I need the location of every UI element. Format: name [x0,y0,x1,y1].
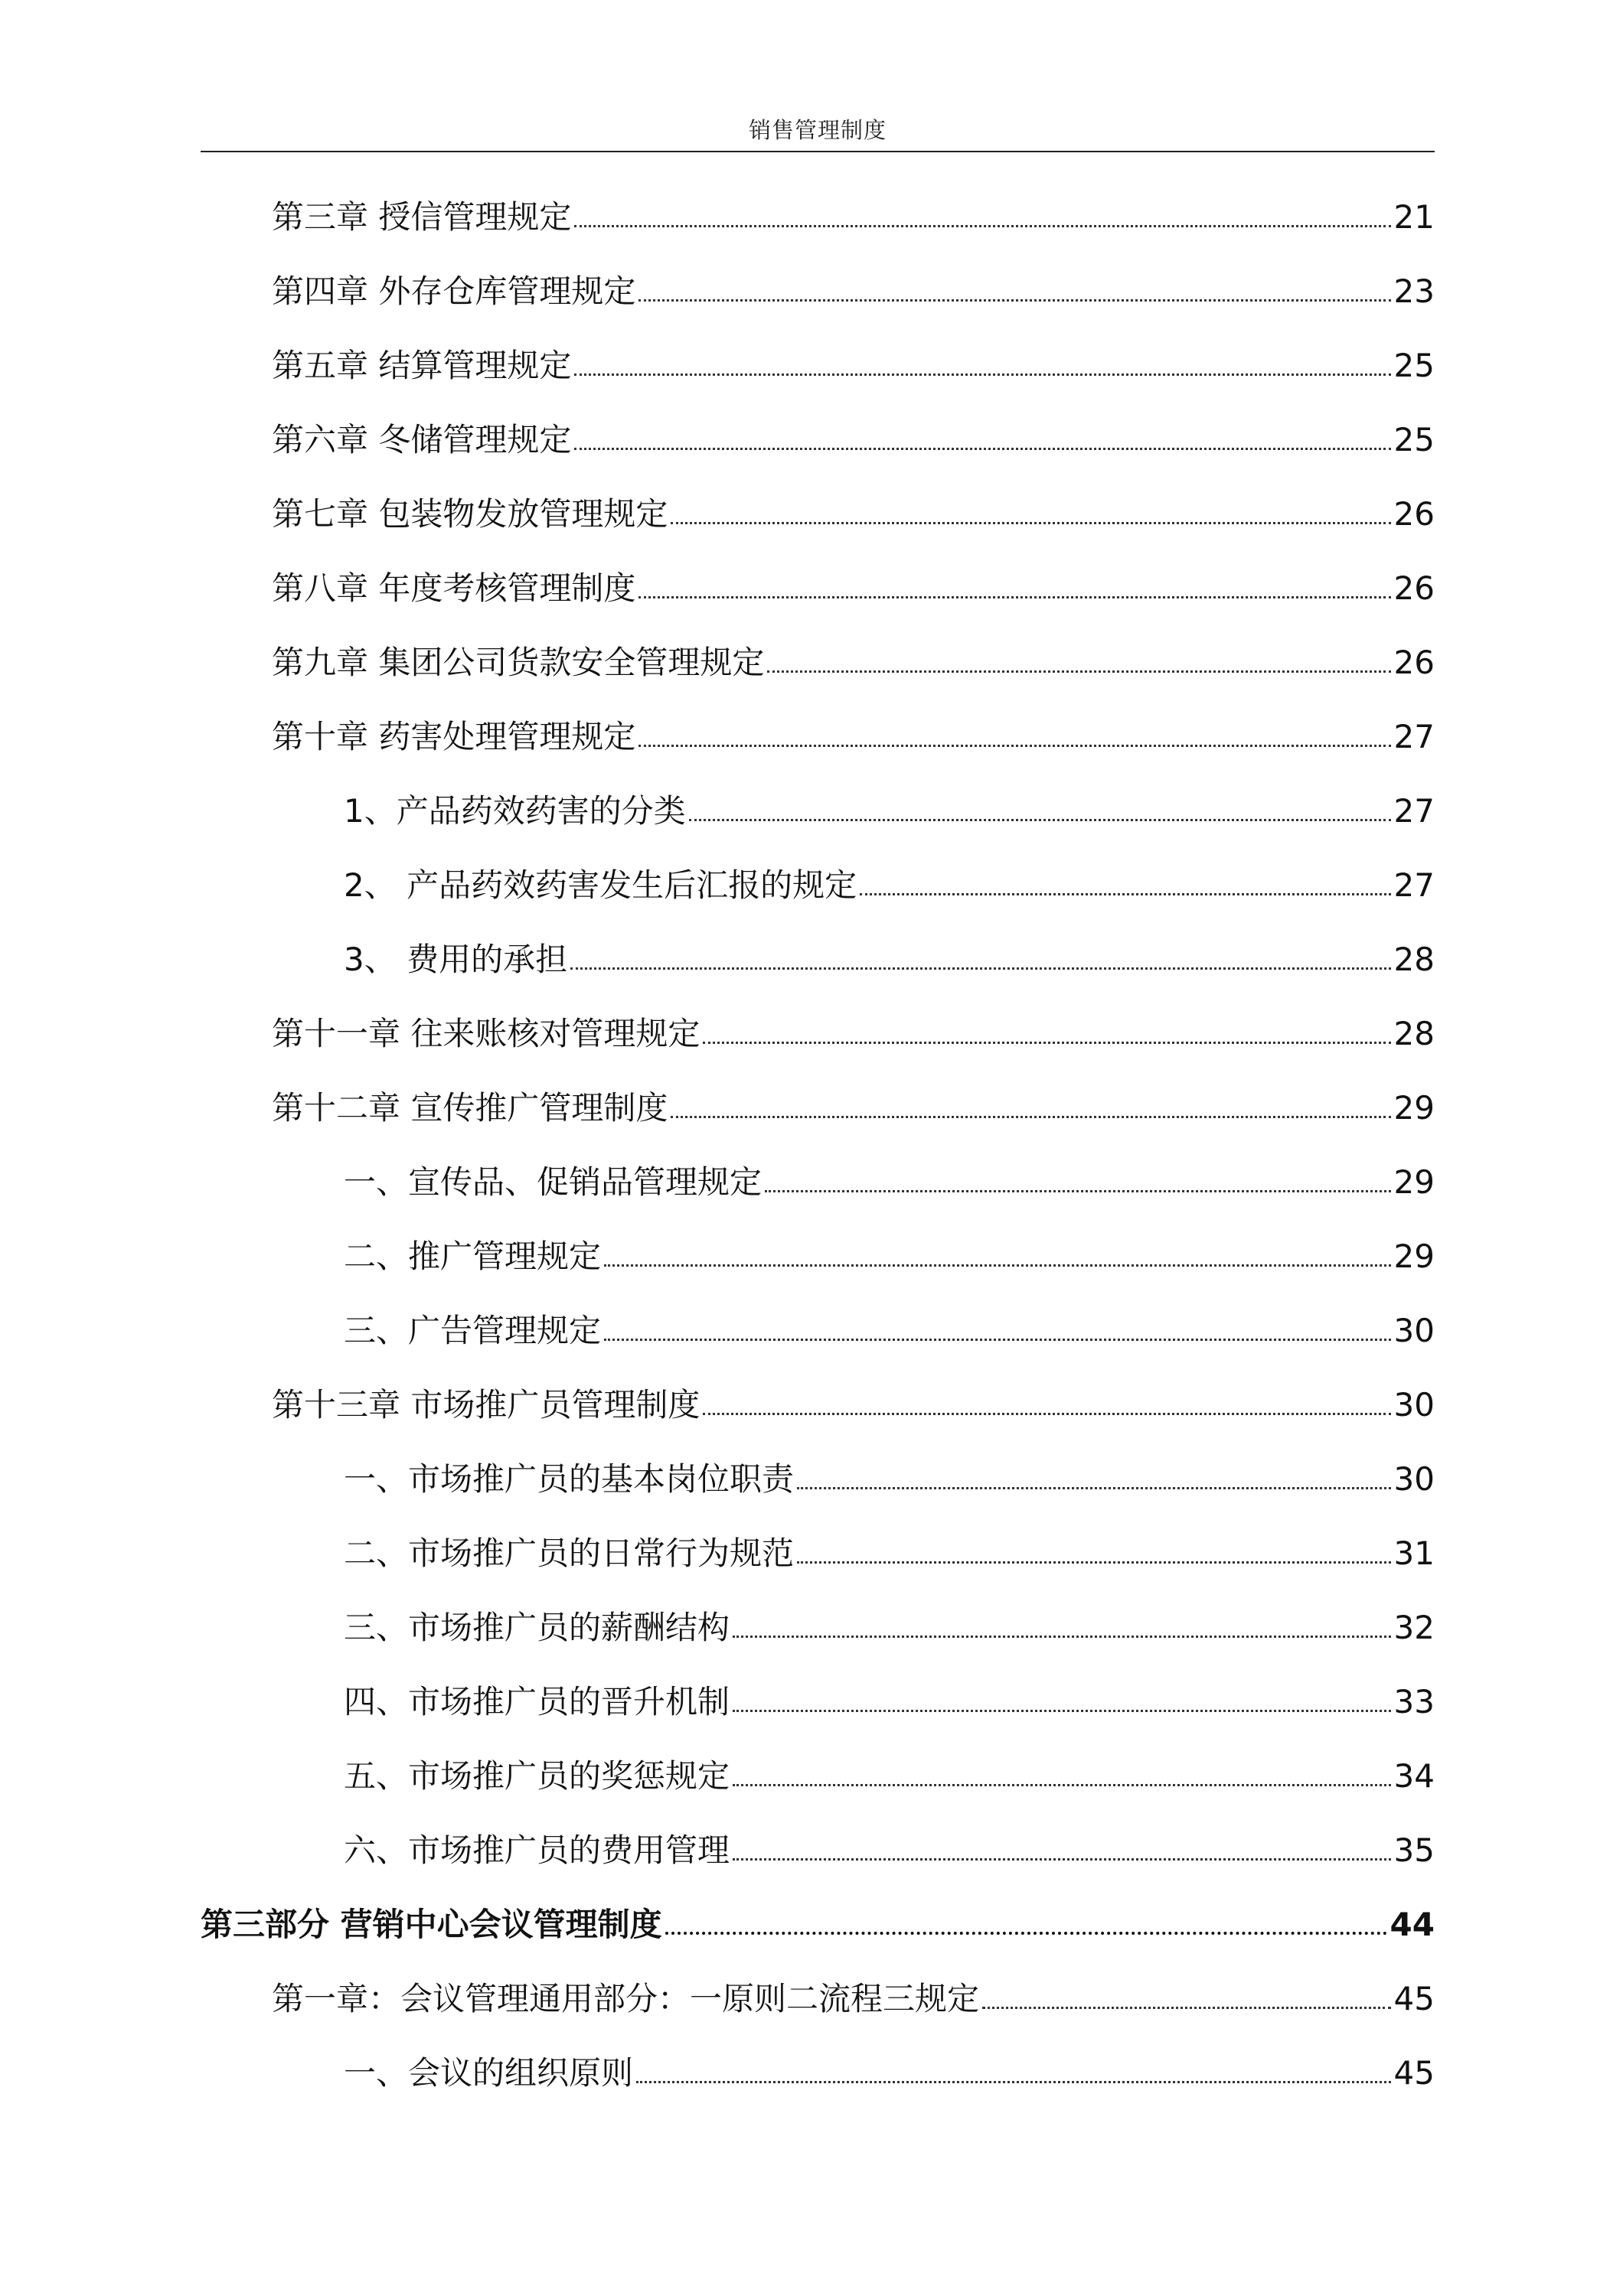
toc-entry-page-number: 26 [1393,569,1435,607]
toc-entry-page-number: 45 [1393,1980,1435,2017]
toc-entry[interactable] [0,993,1435,1067]
toc-entry[interactable] [0,1809,1435,1883]
toc-entry[interactable] [0,1883,1435,1958]
toc-entry-title: 三、市场推广员的薪酬结构 [344,1609,730,1646]
toc-entry-page-number: 29 [1393,1238,1435,1275]
toc-entry-title: 一、宣传品、促销品管理规定 [344,1163,763,1201]
toc-entry-page-number: 27 [1393,718,1435,755]
toc-leader-dots [689,819,1391,821]
toc-entry-title: 第八章 年度考核管理制度 [272,569,636,607]
toc-leader-dots [860,893,1390,895]
toc-entry-title: 第五章 结算管理规定 [272,347,572,384]
toc-entry[interactable] [0,547,1435,621]
toc-leader-dots [665,1932,1387,1935]
toc-entry-page-number: 32 [1393,1609,1435,1646]
toc-leader-dots [733,1784,1391,1786]
toc-leader-dots [703,1413,1390,1415]
toc-entry[interactable] [0,918,1435,993]
toc-leader-dots [797,1487,1391,1489]
toc-entry-title: 1、产品药效药害的分类 [344,792,686,830]
toc-entry-page-number: 44 [1390,1906,1435,1943]
toc-entry-title: 一、市场推广员的基本岗位职责 [344,1460,795,1498]
toc-entry-page-number: 45 [1393,2054,1435,2092]
toc-entry[interactable] [0,250,1435,325]
header-rule [201,151,1435,152]
toc-entry-title: 2、 产品药效药害发生后汇报的规定 [344,866,857,904]
table-of-contents [0,176,1623,2106]
toc-entry[interactable] [0,399,1435,473]
toc-entry[interactable] [0,696,1435,770]
toc-entry[interactable] [0,1958,1435,2032]
toc-entry[interactable] [0,770,1435,844]
toc-entry-title: 第十三章 市场推广员管理制度 [272,1386,700,1424]
page-header-title: 销售管理制度 [748,117,887,143]
toc-entry[interactable] [0,325,1435,399]
toc-entry-title: 第三部分 营销中心会议管理制度 [201,1906,662,1943]
toc-entry-page-number: 27 [1393,792,1435,830]
toc-entry-page-number: 34 [1393,1757,1435,1795]
toc-entry-title: 第十章 药害处理管理规定 [272,718,636,755]
toc-entry-title: 五、市场推广员的奖惩规定 [344,1757,730,1795]
toc-entry-page-number: 31 [1393,1534,1435,1572]
toc-leader-dots [671,522,1390,524]
toc-entry-title: 第四章 外存仓库管理规定 [272,272,636,310]
toc-entry-page-number: 28 [1393,1015,1435,1052]
toc-entry-page-number: 25 [1393,347,1435,384]
toc-entry-title: 第十二章 宣传推广管理制度 [272,1089,668,1127]
toc-entry-page-number: 33 [1393,1683,1435,1720]
toc-leader-dots [765,1190,1391,1192]
toc-entry-page-number: 26 [1393,644,1435,681]
toc-leader-dots [604,1339,1391,1341]
toc-entry-page-number: 23 [1393,272,1435,310]
toc-entry-title: 3、 费用的承担 [344,941,568,978]
toc-entry[interactable] [0,1587,1435,1661]
toc-entry-page-number: 26 [1393,495,1435,533]
toc-entry[interactable] [0,1661,1435,1735]
toc-leader-dots [733,1636,1391,1638]
toc-entry-title: 六、市场推广员的费用管理 [344,1831,730,1869]
toc-entry[interactable] [0,1215,1435,1290]
toc-entry[interactable] [0,1141,1435,1215]
toc-leader-dots [733,1710,1391,1712]
toc-entry[interactable] [0,1735,1435,1809]
toc-leader-dots [570,967,1390,970]
toc-entry-title: 第三章 授信管理规定 [272,198,572,236]
toc-entry-title: 一、会议的组织原则 [344,2054,634,2092]
toc-leader-dots [703,1042,1390,1044]
toc-entry-title: 二、推广管理规定 [344,1238,602,1275]
toc-entry-title: 第九章 集团公司货款安全管理规定 [272,644,765,681]
toc-leader-dots [574,448,1390,450]
toc-entry[interactable] [0,1067,1435,1141]
toc-entry[interactable] [0,1364,1435,1438]
toc-entry-page-number: 30 [1393,1386,1435,1424]
toc-leader-dots [767,670,1390,673]
toc-entry-page-number: 21 [1393,198,1435,236]
toc-entry-title: 第七章 包装物发放管理规定 [272,495,668,533]
toc-entry-page-number: 29 [1393,1163,1435,1201]
toc-leader-dots [638,745,1390,747]
toc-entry[interactable] [0,176,1435,250]
toc-entry-page-number: 28 [1393,941,1435,978]
toc-leader-dots [638,299,1390,302]
toc-entry[interactable] [0,844,1435,918]
toc-entry[interactable] [0,1290,1435,1364]
toc-entry-page-number: 29 [1393,1089,1435,1127]
toc-entry[interactable] [0,621,1435,696]
toc-entry[interactable] [0,2032,1435,2106]
toc-entry-page-number: 27 [1393,866,1435,904]
toc-entry[interactable] [0,1438,1435,1512]
toc-entry-title: 第一章：会议管理通用部分：一原则二流程三规定 [272,1980,980,2017]
toc-entry[interactable] [0,473,1435,547]
toc-leader-dots [982,2007,1391,2009]
toc-entry-page-number: 30 [1393,1460,1435,1498]
toc-entry-title: 二、市场推广员的日常行为规范 [344,1534,795,1572]
toc-leader-dots [797,1561,1391,1564]
toc-leader-dots [638,596,1390,598]
toc-leader-dots [733,1858,1391,1861]
toc-entry-title: 第十一章 往来账核对管理规定 [272,1015,700,1052]
toc-leader-dots [604,1264,1391,1267]
toc-entry-page-number: 35 [1393,1831,1435,1869]
toc-leader-dots [671,1116,1390,1118]
toc-leader-dots [574,373,1390,376]
toc-entry-title: 三、广告管理规定 [344,1312,602,1349]
toc-leader-dots [574,225,1390,227]
toc-entry-title: 四、市场推广员的晋升机制 [344,1683,730,1720]
toc-entry-page-number: 30 [1393,1312,1435,1349]
toc-entry-page-number: 25 [1393,421,1435,458]
toc-entry[interactable] [0,1512,1435,1587]
toc-entry-title: 第六章 冬储管理规定 [272,421,572,458]
toc-leader-dots [636,2081,1391,2083]
